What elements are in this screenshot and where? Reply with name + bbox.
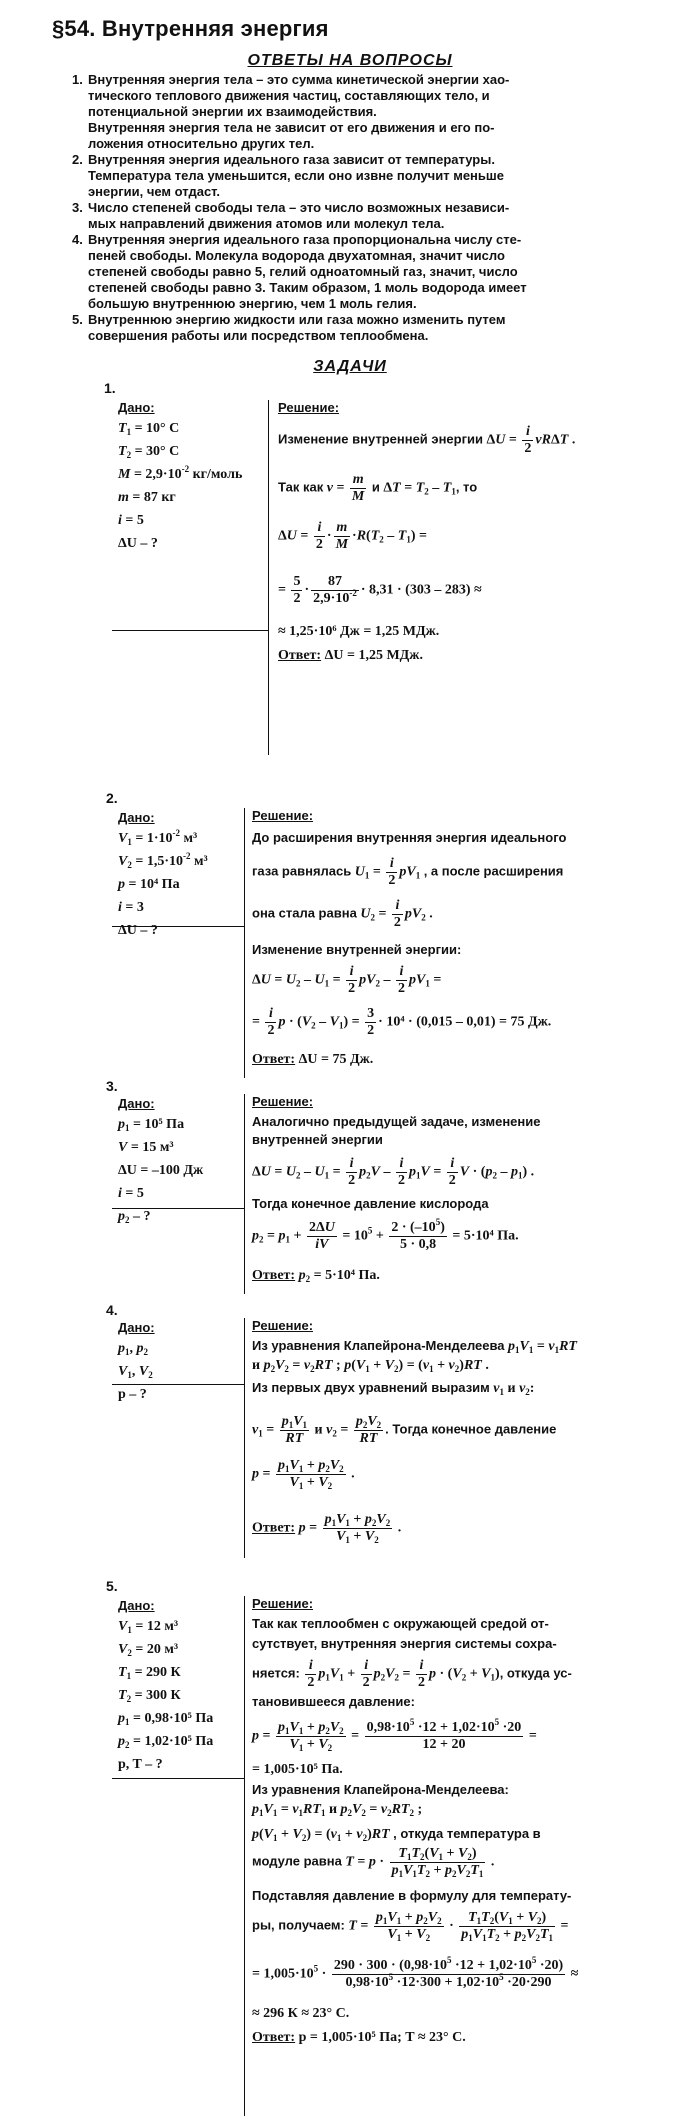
answer-3: 3. Число степеней свободы тела – это число возможных независи- мых направлений движения атомов или молекул тела. [72,200,510,231]
problem-3-given-rule [112,1208,244,1209]
answers-heading: ОТВЕТЫ НА ВОПРОСЫ [247,52,453,69]
problem-3-number: 3. [106,1078,118,1094]
problem-5-given-rule [112,1778,244,1779]
problem-4-given: Дано: $p_1$, $p_2$ $V_1$, $V_2$ p – ? [118,1320,155,1402]
problem-4-given-rule [112,1384,244,1385]
problem-2-given-rule [112,926,244,927]
answer-5: 5. Внутреннюю энергию жидкости или газа можно изменить путем совершения работы или посредством теплообмена. [72,312,506,343]
problem-1-number: 1. [104,380,116,396]
problem-5-divider [244,1596,245,2116]
problem-5-number: 5. [106,1578,118,1594]
problem-2-number: 2. [106,790,118,806]
problem-2-given: Дано: $V_1 = 1\cdot 10^{-2}$ м³ $V_2 = 1,5\cdot 10^{-2}$ м³ p = 10⁴ Па i = 3 ΔU – ? [118,810,208,938]
answer-4: 4. Внутренняя энергия идеального газа пропорциональна числу сте- пеней свободы. Молекула водорода двухатомная, значит число степеней свободы равно 5, гелий одноатомный газ, значит, число степеней свободы равно 3. Таким образом, 1 моль водорода имеет большую внутреннюю энергию, чем 1 моль гелия. [72,232,527,311]
answer-2: 2. Внутренняя энергия идеального газа зависит от температуры. Температура тела уменьшится, если оно извне получит меньше энергии, чем отдаст. [72,152,504,199]
tasks-heading: ЗАДАЧИ [313,358,387,375]
problem-4-number: 4. [106,1302,118,1318]
problem-1-divider [268,400,269,755]
textbook-page: §54. Внутренняя энергия ОТВЕТЫ НА ВОПРОСЫ 1. Внутренняя энергия тела – это сумма кинетической энергии хао- тического теплового движения частиц, составляющих тело, и потенциальной энергии их взаимодействия. Внутренняя энергия тела не зависит от его движения и его по- ложения относительно других тел. 2. Внутренняя энергия идеального газа зависит от температуры. Температура тела уменьшится, если оно извне получит меньше энергии, чем отдаст. 3. Число степеней свободы тела – это число возможных независи- мых направлений движения атомов или молекул тела. 4. Внутренняя энергия идеального газа пропорциональна числу сте- пеней свободы. Молекула водорода двухатомная, значит число степеней свободы равно 5, гелий одноатомный газ, значит, число степеней свободы равно 3. Таким образом, 1 моль водорода имеет большую внутреннюю энергию, чем 1 моль гелия. 5. Внутреннюю энергию жидкости или газа можно изменить путем совершения работы или посредством теплообмена. ЗАДАЧИ 1. Дано: $T_1 = 10^\circ$ C $T_2 = 30^\circ$ C $M = 2,9\cdot 10^{-2}$ кг/моль m = 87 кг i = 5 ΔU – ? Решение: Изменение внутренней энергии ΔU = $\frac{i}{2}$ νRΔT . Так как ν = $\frac{m}{M}$ и $\Delta T = T_2 - T_1$, то ΔU = $\frac{i}{2}$ · $\frac{m}{M}$ $\cdot R(T_2 - T_1)$ = = $\frac{5}{2}$ · $\frac{87}{2,9\cdot 10^{-2}}$ · 8,31 · (303 – 283) ≈ ≈ 1,25·10⁶ Дж = 1,25 МДж. Ответ: ΔU = 1,25 МДж. 2. Дано: $V_1 = 1\cdot 10^{-2}$ м³ $V_2 = 1,5\cdot 10^{-2}$ м³ p = 10⁴ Па i = 3 ΔU – ? Решение: До расширения внутренняя энергия идеального газа равнялась $U_1$ = $\frac{i}{2}$ $pV_1$ , а после расширения она стала равна $U_2$ = $\frac{i}{2}$ $pV_2$ . Изменение внутренней энергии: $\Delta U = U_2 - U_1$ = $\frac{i}{2}$ $pV_2$ – $\frac{i}{2}$ $pV_1$ = = $\frac{i}{2}$ $p \cdot (V_2 - V_1)$ = $\frac{3}{2}$ · 10⁴ · (0,015 – 0,01) = 75 Дж. Ответ: ΔU = 75 Дж. 3. Дано: $p_1 = 10^5$ Па V = 15 м³ ΔU = –100 Дж i = 5 $p_2$ – ? Решение: Аналогично предыдущей задаче, изменение внутренней энергии $\Delta U = U_2 - U_1$ = $\frac{i}{2}$ $p_2V$ – $\frac{i}{2}$ $p_1V$ = $\frac{i}{2}$ $V \cdot (p_2 - p_1)$ . Тогда конечное давление кислорода $p_2 = p_1$ + $\frac{2\Delta U}{iV}$ = $10^5$ + $\frac{2 \cdot (-10^5)}{5 \cdot 0,8}$ = 5·10⁴ Па. Ответ: $p_2 = 5\cdot 10^4$ Па. 4. Дано: $p_1$, $p_2$ $V_1$, $V_2$ p – ? Решение: Из уравнения Клапейрона-Менделеева $p_1V_1 = \nu_1RT$ и $p_2V_2 = \nu_2RT$ ; $p(V_1 + V_2) = (\nu_1 + \nu_2)RT$ . Из первых двух уравнений выразим $\nu_1$ и $\nu_2$: $\nu_1$ = $\frac{p_1V_1}{RT}$ и $\nu_2$ = $\frac{p_2V_2}{RT}$ . Тогда конечное давление p = $\frac{p_1V_1 + p_2V_2}{V_1 + V_2}$ . Ответ: p = $\frac{p_1V_1 + p_2V_2}{V_1 + V_2}$ . 5. Дано: $V_1 = 12$ м³ $V_2 = 20$ м³ $T_1 = 290$ К $T_2 = 300$ К $p_1 = 0,98\cdot 10^5$ Па $p_2 = 1,02\cdot 10^5$ Па p, T – ? Решение: Так как теплообмен с окружающей средой от- сутствует, внутренняя энергия системы сохра- няется: $\frac{i}{2}$ $p_1V_1$ + $\frac{i}{2}$ $p_2V_2$ = $\frac{i}{2}$ $p \cdot (V_2 + V_1)$, откуда ус- тановившееся давление: p = $\frac{p_1V_1 + p_2V_2}{V_1 + V_2}$ = $\frac{0,98\cdot 10^5 \cdot 12 + 1,02\cdot 10^5 \cdot 20}{12 + 20}$ = = 1,005·10⁵ Па. Из уравнения Клапейрона-Менделеева: $p_1V_1 = \nu_1RT_1$ и $p_2V_2 = \nu_2RT_2$ ; $p(V_1 + V_2) = (\nu_1 + \nu_2)RT$ , откуда температура в модуле равна T = p · $\frac{T_1T_2(V_1 + V_2)}{p_1V_1T_2 + p_2V_2T_1}$ . Подставляя давление в формулу для температу- ры, получаем: T = $\frac{p_1V_1 + p_2V_2}{V_1 + V_2}$ · $\frac{T_1T_2(V_1 + V_2)}{p_1V_1T_2 + p_2V_2T_1}$ = = $1,005\cdot 10^5$ · $\frac{290 \cdot 300 \cdot (0,98\cdot 10^5 \cdot 12 + 1,02\cdot 10^5 \cdot 20)}{0,98\cdot 10^5 \cdot 12\cdot 300 + 1,02\cdot 10^5 \cdot 20\cdot 290}$ ≈ ≈ 296 К ≈ 23° С. Ответ: p = 1,005·10⁵ Па; T ≈ 23° С. [0,0,700,2121]
problem-1-given: Дано: $T_1 = 10^\circ$ C $T_2 = 30^\circ$ C $M = 2,9\cdot 10^{-2}$ кг/моль m = 87 кг i = 5 ΔU – ? [118,400,243,551]
problem-3-given: Дано: $p_1 = 10^5$ Па V = 15 м³ ΔU = –100 Дж i = 5 $p_2$ – ? [118,1096,204,1225]
answer-1: 1. Внутренняя энергия тела – это сумма кинетической энергии хао- тического теплового движения частиц, составляющих тело, и потенциальной энергии их взаимодействия. Внутренняя энергия тела не зависит от его движения и его по- ложения относительно других тел. [72,72,510,151]
problem-5-given: Дано: $V_1 = 12$ м³ $V_2 = 20$ м³ $T_1 = 290$ К $T_2 = 300$ К $p_1 = 0,98\cdot 10^5$ Па $p_2 = 1,02\cdot 10^5$ Па p, T – ? [118,1598,214,1772]
problem-1-given-rule [112,630,268,631]
problem-3-divider [244,1094,245,1294]
problem-4-divider [244,1318,245,1558]
section-title: §54. Внутренняя энергия [52,16,329,41]
problem-2-divider [244,808,245,1078]
